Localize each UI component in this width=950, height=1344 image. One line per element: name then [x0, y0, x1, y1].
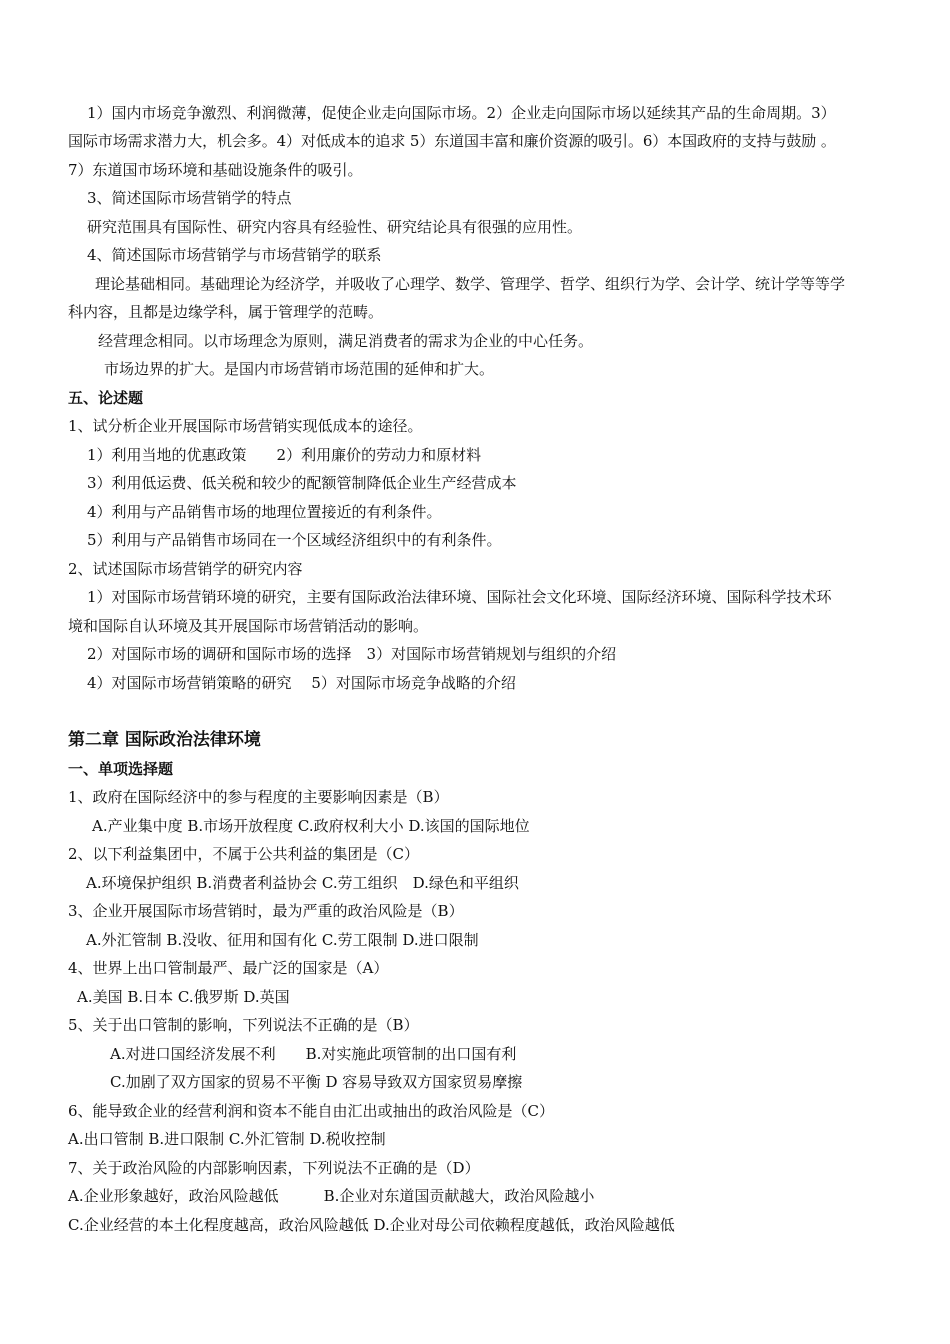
question-text: 6、能导致企业的经营利润和资本不能自由汇出或抽出的政治风险是（C） [68, 1102, 555, 1120]
question-heading: 4、简述国际市场营销学与市场营销学的联系 [87, 246, 382, 264]
question-text: 2、以下利益集团中，不属于公共利益的集团是（C） [68, 845, 420, 863]
question-heading: 1、试分析企业开展国际市场营销实现低成本的途径。 [68, 417, 423, 435]
question-text: 3、企业开展国际市场营销时，最为严重的政治风险是（B） [68, 902, 464, 920]
question-heading: 3、简述国际市场营销学的特点 [87, 189, 292, 207]
text-line: 2）对国际市场的调研和国际市场的选择 3）对国际市场营销规划与组织的介绍 [87, 645, 617, 663]
section-heading: 五、论述题 [68, 389, 144, 407]
answer-options: A.外汇管制 B.没收、征用和国有化 C.劳工限制 D.进口限制 [86, 931, 479, 949]
text-line: 研究范围具有国际性、研究内容具有经验性、研究结论具有很强的应用性。 [87, 218, 583, 236]
text-line: 市场边界的扩大。是国内市场营销市场范围的延伸和扩大。 [104, 360, 495, 378]
question-heading: 2、试述国际市场营销学的研究内容 [68, 560, 303, 578]
answer-options: A.出口管制 B.进口限制 C.外汇管制 D.税收控制 [68, 1130, 386, 1148]
question-text: 4、世界上出口管制最严、最广泛的国家是（A） [68, 959, 389, 977]
answer-options: A.环境保护组织 B.消费者利益协会 C.劳工组织 D.绿色和平组织 [86, 874, 519, 892]
answer-options: A.企业形象越好，政治风险越低 B.企业对东道国贡献越大，政治风险越小 [68, 1187, 595, 1205]
question-text: 1、政府在国际经济中的参与程度的主要影响因素是（B） [68, 788, 449, 806]
answer-options: A.美国 B.日本 C.俄罗斯 D.英国 [77, 988, 290, 1006]
text-line: 7）东道国市场环境和基础设施条件的吸引。 [68, 161, 363, 179]
section-heading: 一、单项选择题 [68, 760, 174, 778]
text-line: 理论基础相同。基础理论为经济学，并吸收了心理学、数学、管理学、哲学、组织行为学、会计学、统计学等等学 [95, 275, 846, 293]
text-line: 4）对国际市场营销策略的研究 5）对国际市场竞争战略的介绍 [87, 674, 516, 692]
chapter-title: 第二章 国际政治法律环境 [68, 730, 261, 750]
text-line: 3）利用低运费、低关税和较少的配额管制降低企业生产经营成本 [87, 474, 517, 492]
text-line: 科内容，且都是边缘学科，属于管理学的范畴。 [68, 303, 384, 321]
text-line: 境和国际自认环境及其开展国际市场营销活动的影响。 [68, 617, 429, 635]
text-line: 4）利用与产品销售市场的地理位置接近的有利条件。 [87, 503, 442, 521]
text-line: 1）利用当地的优惠政策 2）利用廉价的劳动力和原材料 [87, 446, 482, 464]
question-text: 7、关于政治风险的内部影响因素，下列说法不正确的是（D） [68, 1159, 480, 1177]
text-line: 国际市场需求潜力大，机会多。4）对低成本的追求 5）东道国丰富和廉价资源的吸引。6）本国政府的支持与鼓励 。 [68, 132, 836, 150]
question-text: 5、关于出口管制的影响，下列说法不正确的是（B） [68, 1016, 419, 1034]
answer-options: A.产业集中度 B.市场开放程度 C.政府权利大小 D.该国的国际地位 [92, 817, 530, 835]
text-line: 5）利用与产品销售市场同在一个区域经济组织中的有利条件。 [87, 531, 502, 549]
answer-options: A.对进口国经济发展不利 B.对实施此项管制的出口国有利 [110, 1045, 517, 1063]
text-line: 1）国内市场竞争激烈、利润微薄，促使企业走向国际市场。2）企业走向国际市场以延续其产品的生命周期。3） [87, 104, 836, 122]
text-line: 经营理念相同。以市场理念为原则，满足消费者的需求为企业的中心任务。 [98, 332, 594, 350]
answer-options: C.企业经营的本土化程度越高，政治风险越低 D.企业对母公司依赖程度越低，政治风险越低 [68, 1216, 675, 1234]
answer-options: C.加剧了双方国家的贸易不平衡 D 容易导致双方国家贸易摩擦 [110, 1073, 523, 1091]
text-line: 1）对国际市场营销环境的研究，主要有国际政治法律环境、国际社会文化环境、国际经济环境、国际科学技术环 [87, 588, 832, 606]
